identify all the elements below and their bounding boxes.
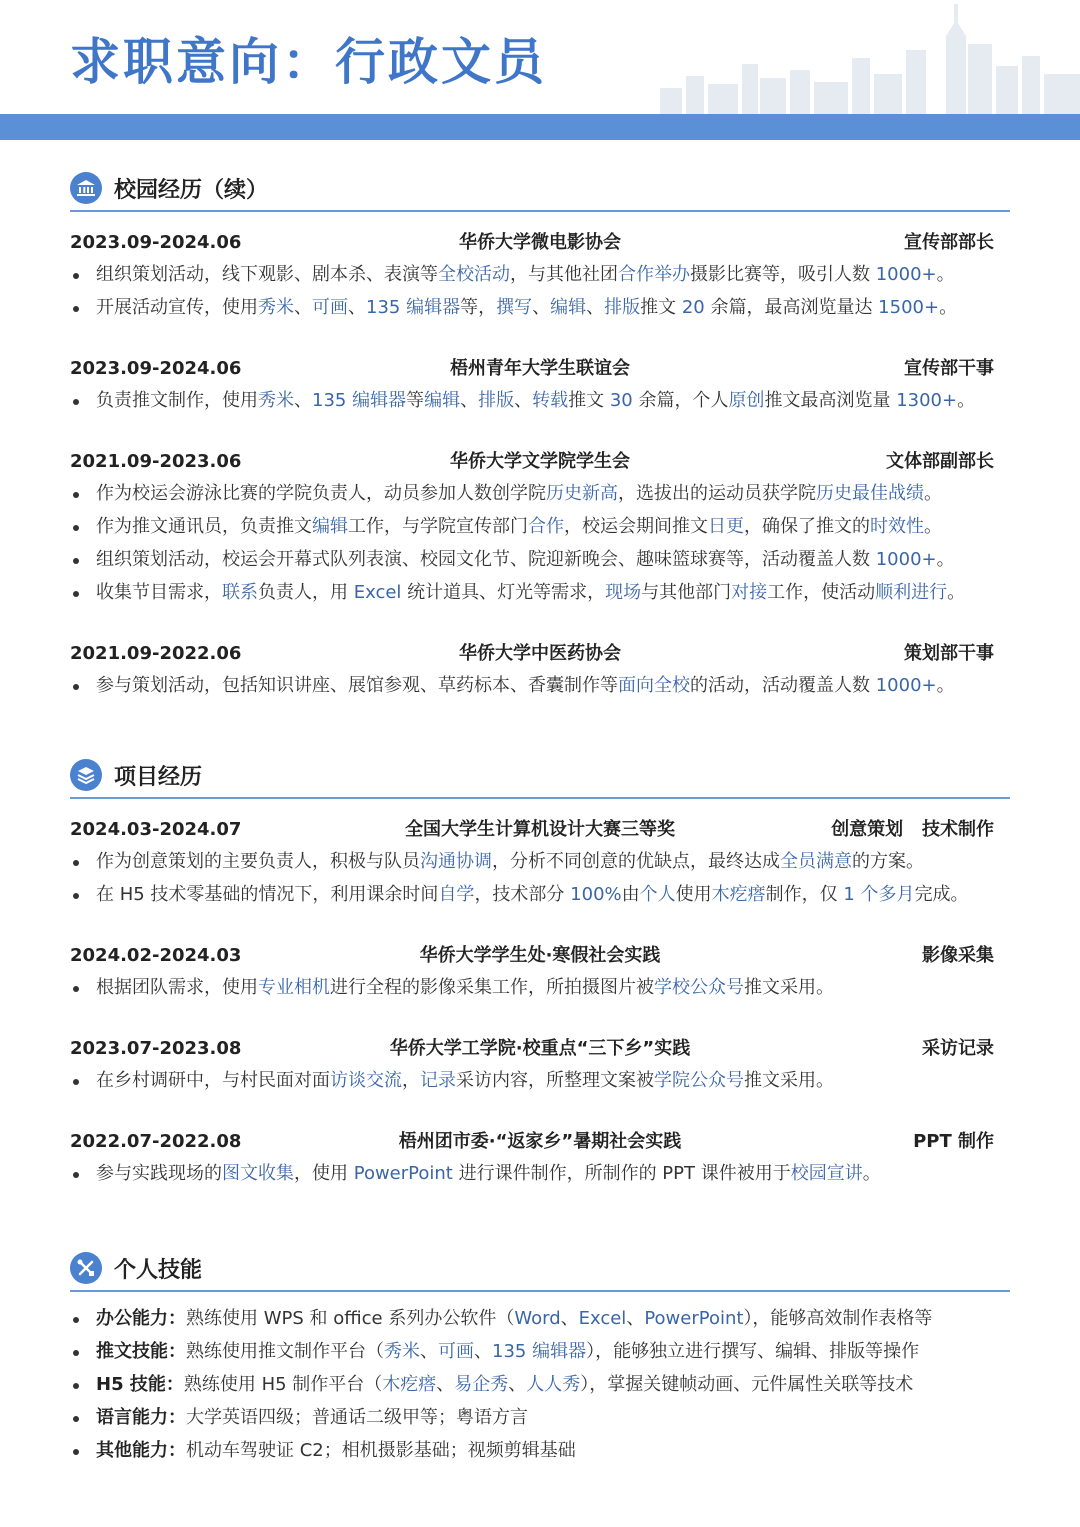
bullet-item [70, 384, 1010, 417]
bullet-item [70, 845, 1010, 878]
entry-list [70, 799, 1010, 1190]
bullet-text: ，使用 [294, 1163, 354, 1184]
bullet-item [70, 878, 1010, 911]
bullet-text: 的方案。 [852, 851, 924, 872]
highlight-text: 20 [681, 297, 705, 318]
bullet-text: 、 [626, 1308, 645, 1329]
highlight-text: 顺利进行 [875, 582, 948, 603]
entry-role: 宣传部部长 [904, 232, 994, 253]
highlight-text: 1500+ [878, 297, 940, 318]
section-title: 项目经历 [114, 764, 203, 790]
skill-label: 语言能力： [96, 1407, 186, 1428]
bullet-item [70, 510, 1010, 543]
bullet-text: 组织策划活动，校运会开幕式队列表演、校园文化节、院迎新晚会、趣味篮球赛等，活动覆盖人数 [96, 549, 876, 570]
bullet-text: 进行全程的影像采集工作，所拍摄图片被 [330, 977, 654, 998]
highlight-text: 1000+ [875, 549, 937, 570]
entry-organization: 华侨大学工学院·校重点“三下乡”实践 [389, 1038, 691, 1059]
highlight-text: 30 [609, 390, 633, 411]
highlight-text: 专业相机 [258, 977, 330, 998]
bullet-text: 根据团队需求，使用 [96, 977, 258, 998]
bullet-text: 、 [348, 297, 366, 318]
bullet-text: 。 [862, 1163, 881, 1184]
bullet-item [70, 291, 1010, 324]
bullet-list [70, 1157, 1010, 1190]
highlight-text: 1000+ [875, 264, 937, 285]
bullet-text: 等， [460, 297, 497, 318]
bullet-text: 推文采用。 [744, 977, 834, 998]
entry-role: 文体部副部长 [886, 451, 994, 472]
bullet-text: 采访内容，所整理文案被 [456, 1070, 654, 1091]
entry-header [70, 941, 1010, 971]
highlight-text: 135 编辑器 [312, 390, 407, 411]
highlight-text: 学院公众号 [654, 1070, 744, 1091]
section-title: 校园经历（续） [114, 177, 269, 203]
skill-label: 推文技能： [96, 1341, 186, 1362]
bullet-text: 等 [406, 390, 425, 411]
entry-organization: 全国大学生计算机设计大赛三等奖 [405, 819, 675, 840]
highlight-text: 撰写 [496, 297, 533, 318]
bullet-text: 。 [924, 483, 942, 504]
highlight-text: 转载 [532, 390, 569, 411]
layers-icon [70, 759, 102, 791]
highlight-text: 自学 [438, 884, 475, 905]
bullet-item [70, 543, 1010, 576]
institution-icon [70, 172, 102, 204]
highlight-text: 易企秀 [454, 1374, 509, 1395]
bullet-text: 、 [474, 1341, 492, 1362]
bullet-text: 完成。 [914, 884, 969, 905]
bullet-text: 推文 [640, 297, 682, 318]
bullet-text: ），能够高效制作表格等 [743, 1308, 933, 1329]
bullet-list [70, 669, 1010, 702]
bullet-text: ），掌握关键帧动画、元件属性关联等技术 [580, 1374, 914, 1395]
entry-organization: 华侨大学微电影协会 [459, 232, 621, 253]
bullet-text: 使用 [675, 884, 712, 905]
highlight-text: 合作举办 [618, 264, 690, 285]
highlight-text: 秀米 [384, 1341, 420, 1362]
skill-item [70, 1401, 1010, 1434]
bullet-item [70, 576, 1010, 609]
bullet-text: 机动车驾驶证 C2；相机摄影基础；视频剪辑基础 [186, 1440, 576, 1461]
highlight-text: Excel [578, 1308, 627, 1329]
entry-header [70, 228, 1010, 258]
experience-entry [70, 447, 1010, 609]
bullet-text: 、 [420, 1341, 438, 1362]
page-title: 求职意向：行政文员 [70, 33, 547, 91]
entry-date: 2021.09-2023.06 [70, 451, 242, 472]
bullet-list [70, 845, 1010, 911]
highlight-text: 全员满意 [780, 851, 852, 872]
entry-header [70, 1034, 1010, 1064]
section-header [70, 166, 1010, 212]
skill-label: H5 技能： [96, 1374, 184, 1395]
bullet-text: 、 [294, 297, 312, 318]
entry-organization: 华侨大学学生处·寒假社会实践 [419, 945, 661, 966]
bullet-text: 统计道具、灯光等需求， [401, 582, 606, 603]
bullet-item [70, 669, 1010, 702]
highlight-text: PowerPoint [644, 1308, 744, 1329]
bullet-text: 组织策划活动，线下观影、剧本杀、表演等 [96, 264, 438, 285]
highlight-text: 1000+ [875, 675, 937, 696]
highlight-text: Word [514, 1308, 561, 1329]
bullet-list [70, 1064, 1010, 1097]
highlight-text: 135 编辑器 [366, 297, 461, 318]
bullet-text: 。 [936, 675, 955, 696]
section-skills [70, 1246, 1010, 1467]
bullet-text: 在乡村调研中，与村民面对面 [96, 1070, 330, 1091]
bullet-list [70, 258, 1010, 324]
skill-item [70, 1302, 1010, 1335]
bullet-text: 熟练使用 WPS 和 office 系列办公软件（ [186, 1308, 515, 1329]
bullet-text: 熟练使用 H5 制作平台（ [183, 1374, 383, 1395]
entry-role: PPT 制作 [913, 1131, 994, 1152]
bullet-text: 、 [532, 297, 551, 318]
highlight-text: 1300+ [896, 390, 958, 411]
bullet-text: ， [402, 1070, 420, 1091]
entry-date: 2021.09-2022.06 [70, 643, 242, 664]
skill-label: 办公能力： [96, 1308, 186, 1329]
entry-role: 创意策划 技术制作 [831, 819, 994, 840]
bullet-text: 参与实践现场的 [96, 1163, 222, 1184]
highlight-text: 木疙瘩 [382, 1374, 437, 1395]
highlight-text: 原创 [728, 390, 765, 411]
skills-list [70, 1292, 1010, 1467]
entry-date: 2023.09-2024.06 [70, 232, 242, 253]
highlight-text: 人人秀 [526, 1374, 581, 1395]
entry-date: 2023.07-2023.08 [70, 1038, 242, 1059]
bullet-item [70, 1157, 1010, 1190]
entry-date: 2023.09-2024.06 [70, 358, 242, 379]
section-header [70, 1246, 1010, 1292]
bullet-item [70, 1064, 1010, 1097]
bullet-text: 作为创意策划的主要负责人，积极与队员 [96, 851, 420, 872]
highlight-text: 秀米 [258, 297, 294, 318]
entry-role: 策划部干事 [904, 643, 994, 664]
bullet-text: 进行课件制作，所制作的 PPT 课件被用于 [452, 1163, 791, 1184]
bullet-text: 作为校运会游泳比赛的学院负责人，动员参加人数创学院 [96, 483, 546, 504]
highlight-text: 现场 [605, 582, 642, 603]
bullet-text: 。 [939, 297, 958, 318]
bullet-text: 推文采用。 [744, 1070, 834, 1091]
highlight-text: 编辑 [550, 297, 587, 318]
tools-icon [70, 1252, 102, 1284]
highlight-text: 日更 [708, 516, 744, 537]
bullet-text: 熟练使用推文制作平台（ [186, 1341, 384, 1362]
bullet-text: 、 [560, 1308, 579, 1329]
highlight-text: 历史最佳战绩 [816, 483, 924, 504]
bullet-item [70, 971, 1010, 1004]
bullet-text: 。 [924, 516, 942, 537]
bullet-item [70, 477, 1010, 510]
skill-item [70, 1368, 1010, 1401]
bullet-text: 的活动，活动覆盖人数 [690, 675, 876, 696]
bullet-text: 、 [294, 390, 312, 411]
experience-entry [70, 228, 1010, 324]
city-skyline-decoration [660, 0, 1080, 114]
highlight-text: 图文收集 [222, 1163, 294, 1184]
bullet-text: 负责人，用 [258, 582, 354, 603]
bullet-item [70, 258, 1010, 291]
bullet-text: ，技术部分 [474, 884, 571, 905]
section-title: 个人技能 [114, 1257, 203, 1283]
bullet-text: 。 [947, 582, 966, 603]
entry-role: 宣传部干事 [904, 358, 994, 379]
highlight-text: 编辑 [424, 390, 461, 411]
experience-entry [70, 639, 1010, 702]
entry-list [70, 212, 1010, 702]
entry-date: 2024.03-2024.07 [70, 819, 242, 840]
bullet-text: 余篇，最高浏览量达 [704, 297, 879, 318]
bullet-text: 工作，与学院宣传部门 [348, 516, 528, 537]
highlight-text: 联系 [222, 582, 258, 603]
entry-role: 影像采集 [922, 945, 994, 966]
bullet-list [70, 384, 1010, 417]
entry-header [70, 639, 1010, 669]
entry-header [70, 1127, 1010, 1157]
highlight-text: Excel [353, 582, 402, 603]
bullet-list [70, 477, 1010, 609]
bullet-text: ，选拔出的运动员获学院 [618, 483, 816, 504]
experience-entry [70, 1127, 1010, 1190]
highlight-text: 学校公众号 [654, 977, 744, 998]
highlight-text: 对接 [731, 582, 768, 603]
bullet-text: 推文最高浏览量 [764, 390, 897, 411]
highlight-text: 个人 [639, 884, 676, 905]
bullet-text: 在 H5 技术零基础的情况下，利用课余时间 [96, 884, 439, 905]
bullet-text: 制作，仅 [765, 884, 844, 905]
highlight-text: 木疙瘩 [711, 884, 766, 905]
entry-organization: 梧州青年大学生联谊会 [450, 358, 630, 379]
bullet-text: 、 [508, 1374, 527, 1395]
highlight-text: 可画 [312, 297, 348, 318]
bullet-text: ，分析不同创意的优缺点，最终达成 [492, 851, 780, 872]
entry-header [70, 354, 1010, 384]
bullet-text: 推文 [568, 390, 610, 411]
section-header [70, 753, 1010, 799]
highlight-text: 时效性 [870, 516, 924, 537]
bullet-text: 、 [460, 390, 479, 411]
bullet-text: 、 [514, 390, 533, 411]
bullet-text: 。 [936, 264, 955, 285]
highlight-text: 秀米 [258, 390, 294, 411]
section-campus-experience [70, 166, 1010, 732]
bullet-text: 开展活动宣传，使用 [96, 297, 258, 318]
highlight-text: 校园宣讲 [790, 1163, 863, 1184]
bullet-text: 。 [957, 390, 976, 411]
entry-header [70, 815, 1010, 845]
highlight-text: 100% [570, 884, 622, 905]
bullet-text: 大学英语四级；普通话二级甲等；粤语方言 [186, 1407, 528, 1428]
bullet-list [70, 971, 1010, 1004]
skill-item [70, 1434, 1010, 1467]
highlight-text: PowerPoint [353, 1163, 453, 1184]
bullet-text: 与其他部门 [641, 582, 732, 603]
bullet-text: 。 [936, 549, 955, 570]
bullet-text: 摄影比赛等，吸引人数 [690, 264, 876, 285]
highlight-text: 全校活动 [438, 264, 510, 285]
highlight-text: 135 编辑器 [492, 1341, 587, 1362]
bullet-text: 负责推文制作，使用 [96, 390, 258, 411]
highlight-text: 排版 [478, 390, 515, 411]
bullet-text: ），能够独立进行撰写、编辑、排版等操作 [586, 1341, 920, 1362]
highlight-text: 可画 [438, 1341, 474, 1362]
highlight-text: 合作 [528, 516, 564, 537]
highlight-text: 1 个多月 [843, 884, 915, 905]
header-band [0, 114, 1080, 140]
highlight-text: 访谈交流 [330, 1070, 402, 1091]
skill-label: 其他能力： [96, 1440, 186, 1461]
section-projects [70, 753, 1010, 1220]
bullet-text: 收集节目需求， [96, 582, 222, 603]
highlight-text: 编辑 [312, 516, 348, 537]
entry-organization: 梧州团市委·“返家乡”暑期社会实践 [398, 1131, 682, 1152]
bullet-text: 工作，使活动 [767, 582, 876, 603]
bullet-text: ，校运会期间推文 [564, 516, 708, 537]
highlight-text: 面向全校 [618, 675, 690, 696]
bullet-text: 、 [436, 1374, 455, 1395]
entry-header [70, 447, 1010, 477]
highlight-text: 历史新高 [546, 483, 618, 504]
bullet-text: ，确保了推文的 [744, 516, 870, 537]
experience-entry [70, 354, 1010, 417]
entry-organization: 华侨大学文学院学生会 [450, 451, 630, 472]
experience-entry [70, 815, 1010, 911]
bullet-text: 作为推文通讯员，负责推文 [96, 516, 312, 537]
entry-date: 2022.07-2022.08 [70, 1131, 242, 1152]
bullet-text: ，与其他社团 [510, 264, 618, 285]
bullet-text: 由 [621, 884, 640, 905]
highlight-text: 记录 [420, 1070, 456, 1091]
experience-entry [70, 1034, 1010, 1097]
highlight-text: 排版 [604, 297, 641, 318]
bullet-text: 余篇，个人 [632, 390, 729, 411]
highlight-text: 沟通协调 [420, 851, 492, 872]
skill-item [70, 1335, 1010, 1368]
entry-date: 2024.02-2024.03 [70, 945, 242, 966]
bullet-text: 参与策划活动，包括知识讲座、展馆参观、草药标本、香囊制作等 [96, 675, 618, 696]
bullet-text: 、 [586, 297, 605, 318]
experience-entry [70, 941, 1010, 1004]
entry-organization: 华侨大学中医药协会 [459, 643, 621, 664]
entry-role: 采访记录 [922, 1038, 994, 1059]
